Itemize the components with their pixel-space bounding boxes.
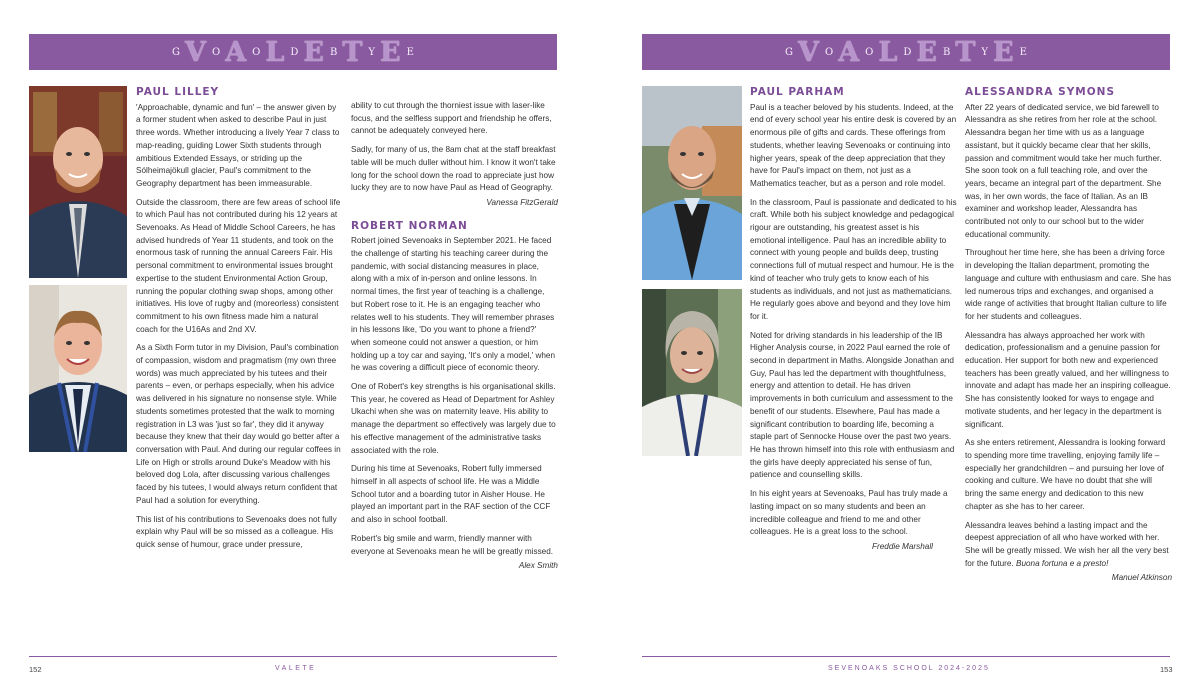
signature-vanessa-fitzgerald: Vanessa FitzGerald bbox=[486, 197, 558, 207]
banner-letter: O bbox=[212, 46, 221, 58]
paragraph: This list of his contributions to Sevenoaks does not fully explain why Paul will be so missed as a colleague. His quick sense of humour, grace under pressure, bbox=[136, 514, 337, 549]
footer-section-right: SEVENOAKS SCHOOL 2024-2025 bbox=[828, 665, 990, 672]
signature-alex-smith: Alex Smith bbox=[518, 561, 558, 571]
banner-letter: G bbox=[172, 46, 181, 58]
alessandra-symons-column bbox=[965, 86, 1172, 591]
paragraph: Throughout her time here, she has been a driving force in developing the Italian department, promoting the language and culture with enthusiasm and care. She has led numerous trips and exchanges, and organised a wide range of activities that brought Italian culture to life for her students and colleagues. bbox=[965, 248, 1172, 321]
alessandra-symons-heading: ALESSANDRA SYMONS bbox=[965, 86, 1116, 98]
robert-norman-photo bbox=[29, 285, 127, 452]
paragraph: In his eight years at Sevenoaks, Paul has truly made a lasting impact on so many students and been an incredible colleague and friend to me and other colleagues. He is a great loss to the school. bbox=[750, 489, 948, 537]
alessandra-symons-photo bbox=[642, 289, 742, 456]
paul-lilley-column bbox=[136, 86, 342, 558]
paragraph: As she enters retirement, Alessandra is looking forward to spending more time travelling, enjoying family life – especially her grandchildren – and pursuing her love of cooking and culture. We have no doubt that she will bring the same energy and dedication to this new chapter as she has to her career. bbox=[965, 438, 1166, 511]
closing-text: Alessandra leaves behind a lasting impact and the deepest appreciation of all who have worked with her. She will be greatly missed. We wish her all the very best for the future. bbox=[965, 520, 1169, 568]
paul-parham-heading: PAUL PARHAM bbox=[750, 86, 845, 98]
signature-freddie-marshall: Freddie Marshall bbox=[872, 541, 933, 551]
paragraph: Noted for driving standards in his leadership of the IB Higher Analysis course, in 2022 Paul earned the role of second in department in Maths. Alongside Jonathan and Guy, Paul has led the department with thoughtfulness, energy and attention to detail. He has driven improvements in both curriculum and assessment to the benefit of our students. Elsewhere, Paul has made a significant contribution to boarding life, becoming a staple part of Sennocke House over the past two years. He has thrown himself into this role with enthusiasm and the girls have deeply appreciated his sense of fun, patience and counselling skills. bbox=[750, 330, 955, 480]
banner-letter: V bbox=[798, 36, 820, 68]
banner-letter: E bbox=[1019, 46, 1027, 58]
paragraph: Paul is a teacher beloved by his students. Indeed, at the end of every school year his entire desk is covered by an enormous pile of gifts and cards. These offerings from students, whether leaving Sevenoaks or continuing into higher years, speak of the deep appreciation that they have for Paul's impact on them, not just as a Mathematics teacher, but as a person and role model. bbox=[750, 102, 957, 188]
banner-letter: D bbox=[290, 46, 299, 58]
banner-letter: E bbox=[380, 36, 402, 68]
banner-letter: L bbox=[878, 36, 899, 68]
banner-letter: V bbox=[185, 36, 207, 68]
right-page bbox=[600, 0, 1200, 700]
paragraph: As a Sixth Form tutor in my Division, Paul's combination of compassion, wisdom and pragmatism (my own three words) was much appreciated by his tutees and their parents – even, or perhaps especially, when his advice was delivered in his signature no nonsense style. While students sometimes protested that the walk to morning registration in L3 was 'just so far', they did it anyway because they knew that their day would go better after a conversation with Paul. And during our regular coffees in Life on High or strolls around Duke's Meadow with his beloved dog Lola, after discussing various challenges faced by his tutees, I would always return confident that Paul had a solution for everything. bbox=[136, 343, 341, 505]
paul-lilley-photo bbox=[29, 86, 127, 278]
robert-norman-heading: ROBERT NORMAN bbox=[351, 219, 468, 232]
page-number-right: 153 bbox=[1160, 665, 1173, 674]
signature-manuel-atkinson: Manuel Atkinson bbox=[1111, 573, 1172, 583]
banner-letter: E bbox=[406, 46, 414, 58]
footer-section-left: VALETE bbox=[275, 665, 317, 672]
banner-letter: T bbox=[342, 36, 364, 68]
paul-lilley-heading: PAUL LILLEY bbox=[136, 86, 220, 98]
paragraph: Alessandra has always approached her work with dedication, professionalism and a genuine passion for education. Her support for both new and experienced teachers has been greatly valued, and her willingness to innovate and adapt has made her an inspiring colleague. She has consistently looked for ways to engage and motivate students, and her legacy in the department is significant. bbox=[965, 330, 1171, 429]
banner-letter: O bbox=[825, 46, 834, 58]
closing-italic: Buona fortuna e a presto! bbox=[1015, 558, 1109, 568]
banner-letter: Y bbox=[981, 46, 989, 58]
banner-letter: L bbox=[265, 36, 286, 68]
paragraph: In the classroom, Paul is passionate and dedicated to his craft. While both his subject knowledge and pedagogical rigour are outstanding, his greatest asset is his emotional intelligence. Paul has an incredible ability to connect with young people and builds deep, trusting connections full of mutual respect and humour. He is the kind of teacher who truly gets to know each of his students as individuals, and not just as mathematicians. He regularly goes above and beyond and they love him for it. bbox=[750, 197, 957, 321]
left-second-column bbox=[351, 100, 558, 579]
banner-letter: O bbox=[865, 46, 874, 58]
banner-letter: E bbox=[916, 36, 938, 68]
banner-letter: Y bbox=[368, 46, 376, 58]
valete-banner-left bbox=[29, 34, 557, 70]
page-number-left: 152 bbox=[29, 665, 42, 674]
banner-letter: E bbox=[993, 36, 1015, 68]
banner-letter: G bbox=[785, 46, 794, 58]
banner-letter: A bbox=[225, 36, 248, 68]
banner-letter: O bbox=[252, 46, 261, 58]
paragraph: ability to cut through the thorniest issue with laser-like focus, and the selfless support and friendship he offers, cannot be adequately conveyed here. bbox=[351, 101, 552, 136]
banner-letter: E bbox=[303, 36, 325, 68]
footer-rule-left bbox=[29, 656, 557, 657]
paragraph: Sadly, for many of us, the 8am chat at the staff breakfast table will be much duller without him. I know it won't take long for the school down the road to appreciate just how lucky they are to now have Paul as Head of Geography. bbox=[351, 145, 556, 193]
banner-letter: A bbox=[838, 36, 861, 68]
banner-letter: B bbox=[329, 46, 338, 58]
paragraph: Outside the classroom, there are few areas of school life to which Paul has not contributed during his 12 years at Sevenoaks. As Head of Middle School Careers, he has advised hundreds of Year 11 students, and took on the enormous task of running the annual Careers Fair. His personal commitment to environmental issues brought expertise to the student Environmental Action Group, running the popular clothing swap shops, among other initiatives. His love of rugby and (moreorless) consistent commitment to his own fitness made him a natural coach for the U16As and 2nd XV. bbox=[136, 197, 341, 334]
paul-parham-photo bbox=[642, 86, 742, 280]
banner-letter: D bbox=[903, 46, 912, 58]
paragraph: After 22 years of dedicated service, we bid farewell to Alessandra as she retires from her role at the school. Alessandra began her time with us as a language assistant, but it quickly became clear that her skills, passion and commitment would take her much further. She soon took on a full teaching role, and over the years, became an integral part of the department. She was, in her own words, the face of Italian. As an IB examiner and workshop leader, Alessandra has contributed not only to our school but to the wider educational community. bbox=[965, 102, 1162, 239]
paragraph: Robert's big smile and warm, friendly manner with everyone at Sevenoaks mean he will be greatly missed. bbox=[351, 533, 554, 556]
paragraph: During his time at Sevenoaks, Robert fully immersed himself in all aspects of school life. He was a Middle School tutor and a boarding tutor in Aisher House. He played an important part in the RAF section of the CCF and also in school football. bbox=[351, 464, 551, 525]
banner-letter: T bbox=[955, 36, 977, 68]
paragraph: 'Approachable, dynamic and fun' – the answer given by a former student when asked to describe Paul in just three words. Whether introducing a lively Year 7 class to map-reading, guiding Lower Sixth students through ambitious Extended Essays, or striding up the Sólheimajökull glacier, Paul's commitment to the Geography department has been immeasurable. bbox=[136, 102, 340, 188]
paragraph: One of Robert's key strengths is his organisational skills. This year, he covered as Head of Department for Ashley Ukachi when she was on maternity leave. His ability to manage the department so effectively was largely due to his effective management of the administrative tasks associated with the role. bbox=[351, 382, 556, 455]
paul-parham-column bbox=[750, 86, 957, 560]
paragraph: Robert joined Sevenoaks in September 2021. He faced the challenge of starting his teaching career during the pandemic, with social distancing measures in place, along with a mix of in-person and online lessons. In normal times, the first year of teaching is a challenge, but Robert rose to it. He is an engaging teacher who relates well to his students. They will remember phrases in his lessons like, 'Do you want to phone a friend?' when someone could not answer a question, or him holding up a toy car and saying, 'It's only a model,' when he was covering a difficult piece of economic theory. bbox=[351, 236, 556, 373]
footer-rule-right bbox=[642, 656, 1170, 657]
banner-letter: B bbox=[942, 46, 951, 58]
valete-banner-right bbox=[642, 34, 1170, 70]
closing-paragraph bbox=[965, 520, 1172, 571]
